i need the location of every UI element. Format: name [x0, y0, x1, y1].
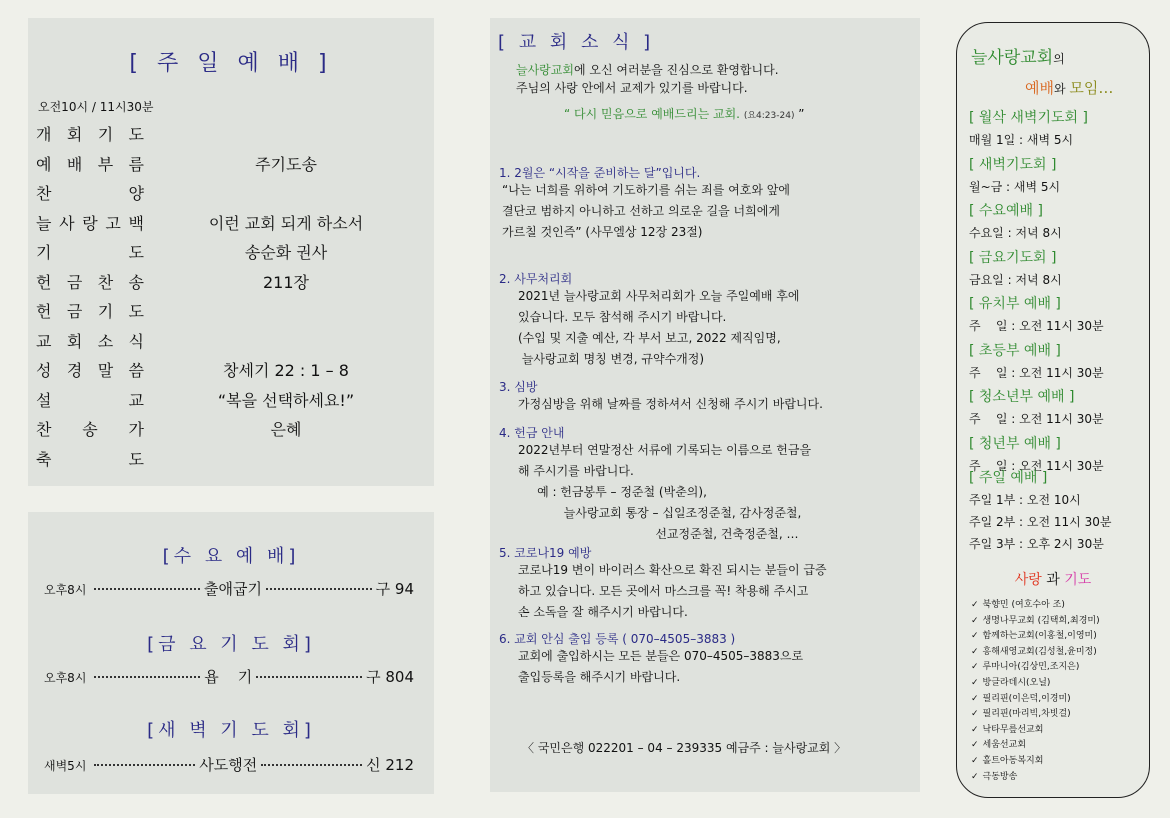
- prayer-list-text: 필리핀(이은덕,이경미): [982, 693, 1071, 704]
- worship-order-label-char: 백: [128, 213, 144, 233]
- worship-order-label: [36, 152, 144, 175]
- friday-prayer-title: [금 요 기 도 회]: [147, 634, 315, 655]
- worship-order-label: [36, 211, 144, 234]
- meeting-name: [ 청소년부 예배 ]: [969, 389, 1075, 405]
- dawn-time: 새벽5시: [44, 759, 87, 773]
- worship-order-label-char: 찬: [97, 272, 114, 292]
- meetings-church-name: [971, 43, 1065, 68]
- worship-order-label-char: 부: [97, 154, 114, 174]
- church-name-suffix: 의: [1053, 52, 1065, 66]
- weekday-services-panel: [28, 512, 434, 794]
- worship-order-label: [36, 447, 144, 470]
- worship-order-label-char: 예: [36, 154, 52, 174]
- wednesday-scripture: 출애굽기: [204, 580, 263, 598]
- prayer-title-prayer: 기도: [1064, 572, 1092, 588]
- welcome-church-name: 늘사랑교회: [516, 63, 574, 77]
- news-item-heading: 2. 사무처리회: [499, 272, 573, 286]
- meeting-name: [ 금요기도회 ]: [969, 249, 1057, 266]
- news-item-line: 가르칠 것인즉” (사무엘상 12장 23절): [502, 225, 703, 239]
- prayer-list-text: 함께하는교회(이홍철,이영미): [982, 631, 1097, 642]
- wednesday-time: 오후8시: [44, 583, 87, 597]
- friday-prayer-line: [44, 666, 414, 687]
- subtitle-meetings: 모임…: [1069, 79, 1114, 97]
- prayer-title-love: 사랑: [1014, 572, 1042, 588]
- worship-order-label-char: 름: [128, 154, 144, 174]
- sunday-worship-title: [ 주 일 예 배 ]: [129, 51, 333, 76]
- meeting-time: 주 일 : 오전 11시 30분: [969, 365, 1104, 380]
- prayer-list-text: 흥해새영교회(김성철,윤미정): [982, 646, 1097, 657]
- subtitle-worship: 예배: [1025, 79, 1054, 97]
- news-item-line: 선교정준철, 건축정준철, …: [518, 527, 799, 541]
- worship-order-label-char: 축: [36, 449, 52, 469]
- news-item-line: 늘사랑교회 명칭 변경, 규약수개정): [518, 352, 705, 366]
- news-item-line: 2021년 늘사랑교회 사무처리회가 오늘 주일예배 후에: [518, 289, 800, 303]
- prayer-list-item: [971, 675, 1050, 688]
- check-icon: ✓: [971, 771, 979, 782]
- news-item-line: 교회에 출입하시는 모든 분들은 070–4505–3883으로: [518, 649, 804, 663]
- prayer-list-text: 루마니아(김상민,조지은): [982, 662, 1080, 673]
- worship-order-label-char: 도: [128, 302, 144, 321]
- wednesday-worship-line: [44, 578, 414, 599]
- wednesday-worship-title: [수 요 예 배]: [162, 546, 300, 567]
- worship-order-value: 211장: [263, 272, 309, 292]
- worship-order-value: 주기도송: [255, 154, 317, 174]
- worship-order-label-char: 랑: [82, 213, 98, 233]
- news-item-heading: 3. 심방: [499, 380, 538, 394]
- check-icon: ✓: [971, 678, 979, 688]
- prayer-list-text: 낙타무릎선교회: [982, 724, 1044, 735]
- dawn-hymn: 신 212: [366, 756, 414, 774]
- dot-leader: [256, 676, 362, 678]
- worship-order-label-char: 헌: [36, 302, 52, 321]
- prayer-list-item: [971, 597, 1065, 610]
- worship-order-label-char: 도: [128, 125, 144, 144]
- news-item-line: “나는 너희를 위하여 기도하기를 쉬는 죄를 여호와 앞에: [502, 183, 790, 197]
- worship-order-row: [36, 240, 426, 269]
- worship-order-label-char: 도: [128, 449, 144, 469]
- sunday-worship-panel: [28, 18, 434, 486]
- worship-order-label: [36, 122, 144, 145]
- worship-order-label-char: 경: [66, 361, 83, 380]
- meeting-time: 월~금 : 새벽 5시: [969, 179, 1061, 194]
- prayer-list-item: [971, 659, 1079, 672]
- wednesday-hymn: 구 94: [375, 580, 414, 598]
- news-item-line: (수입 및 지출 예산, 각 부서 보고, 2022 제직임명,: [518, 331, 781, 345]
- worship-order-label-char: 교: [36, 331, 52, 351]
- prayer-list-text: 방글라데시(오닐): [982, 678, 1051, 688]
- news-item-line: 2022년부터 연말정산 서류에 기록되는 이름으로 헌금을: [518, 443, 812, 457]
- meeting-time: 금요일 : 저녁 8시: [969, 272, 1062, 287]
- friday-time: 오후8시: [44, 671, 87, 685]
- prayer-list-item: [971, 644, 1097, 657]
- dot-leader: [94, 588, 200, 590]
- worship-order-value: “복을 선택하세요!”: [217, 390, 355, 410]
- worship-order-label: [36, 358, 144, 381]
- meetings-panel: [956, 22, 1150, 798]
- prayer-list-text: 필리핀(마리빅,차빗걸): [982, 709, 1071, 720]
- worship-order-value: 은혜: [270, 420, 302, 439]
- worship-order-row: [36, 358, 426, 387]
- news-item-line: 가정심방을 위해 날짜를 정하셔서 신청해 주시기 바랍니다.: [518, 397, 823, 411]
- welcome-line-2: 주님의 사랑 안에서 교제가 있기를 바랍니다.: [516, 81, 748, 95]
- meeting-time: 수요일 : 저녁 8시: [969, 226, 1062, 240]
- prayer-list-text: 생명나무교회 (김택희,최경미): [982, 615, 1100, 626]
- meeting-name: [ 초등부 예배 ]: [969, 342, 1061, 359]
- worship-order-row: [36, 122, 426, 151]
- worship-order-row: [36, 270, 426, 299]
- worship-order-label-char: 성: [36, 361, 52, 380]
- meeting-time: 매월 1일 : 새벽 5시: [969, 133, 1074, 147]
- news-item-line: 코로나19 변이 바이러스 확산으로 확진 되시는 분들이 급증: [518, 563, 827, 577]
- worship-order-label-char: 금: [66, 272, 83, 292]
- meeting-name: [ 새벽기도회 ]: [969, 156, 1057, 173]
- prayer-title: [957, 569, 1149, 589]
- worship-order-label-char: 도: [128, 243, 144, 262]
- meeting-name: [ 월삭 새벽기도회 ]: [969, 110, 1088, 126]
- worship-order-label-char: 늘: [36, 213, 52, 233]
- sunday-service-time: 주일 2부 : 오전 11시 30분: [969, 515, 1112, 529]
- prayer-list-item: [971, 628, 1097, 641]
- worship-order-label-char: 기: [97, 125, 114, 144]
- worship-order-label-char: 찬: [36, 420, 52, 439]
- check-icon: ✓: [971, 724, 979, 735]
- worship-order-value: 이런 교회 되게 하소서: [208, 213, 364, 233]
- worship-order-label: [36, 240, 144, 263]
- check-icon: ✓: [971, 662, 979, 673]
- news-item-line: 있습니다. 모두 참석해 주시기 바랍니다.: [518, 310, 727, 324]
- meeting-time: 주 일 : 오전 11시 30분: [969, 412, 1104, 426]
- worship-order-label-char: 소: [97, 331, 114, 351]
- prayer-list-text: 극동방송: [982, 771, 1018, 782]
- motto-reference: (요4:23-24): [743, 111, 795, 121]
- worship-order-label-char: 양: [128, 184, 144, 203]
- check-icon: ✓: [971, 615, 979, 626]
- sunday-service-time: 주일 1부 : 오전 10시: [969, 493, 1081, 507]
- worship-order-value: 창세기 22 : 1 – 8: [223, 361, 349, 380]
- news-item-line: 출입등록을 해주시기 바랍니다.: [518, 670, 681, 684]
- motto-close-quote: ”: [798, 107, 805, 121]
- meeting-name: [ 수요예배 ]: [969, 203, 1043, 219]
- welcome-text: 에 오신 여러분을 진심으로 환영합니다.: [573, 63, 779, 77]
- church-name: 늘사랑교회: [971, 48, 1054, 68]
- worship-order-row: [36, 211, 426, 240]
- worship-order-label-char: 배: [66, 154, 83, 174]
- worship-order-label: [36, 270, 144, 293]
- worship-order-row: [36, 329, 426, 358]
- check-icon: ✓: [971, 740, 979, 751]
- worship-order-label-char: 말: [97, 361, 114, 380]
- prayer-list-item: [971, 691, 1071, 704]
- worship-order-label-char: 찬: [36, 184, 52, 203]
- worship-order-value: 송순화 권사: [244, 243, 328, 262]
- news-item-line: 해 주시기를 바랍니다.: [518, 464, 634, 478]
- news-item-heading: 6. 교회 안심 출입 등록 ( 070–4505–3883 ): [499, 632, 736, 646]
- motto-text: “ 다시 믿음으로 예배드리는 교회.: [564, 107, 740, 121]
- worship-order-row: [36, 388, 426, 417]
- worship-order-label-char: 설: [36, 390, 52, 410]
- worship-order-row: [36, 181, 426, 210]
- worship-order-row: [36, 299, 426, 328]
- news-item-line: 결단코 범하지 아니하고 선하고 의로운 길을 너희에게: [502, 204, 780, 218]
- worship-order-label: [36, 417, 144, 440]
- news-item-line: 손 소독을 잘 해주시기 바랍니다.: [518, 605, 688, 619]
- church-news-panel: [490, 18, 920, 792]
- worship-order-label-char: 가: [128, 420, 144, 439]
- church-news-title: [ 교 회 소 식 ]: [498, 32, 655, 53]
- worship-order-label-char: 헌: [36, 272, 52, 292]
- prayer-list-text: 세움선교회: [982, 740, 1027, 751]
- meeting-name: [ 청년부 예배 ]: [969, 435, 1061, 452]
- worship-order-label-char: 송: [128, 272, 144, 292]
- worship-order-row: [36, 417, 426, 446]
- dot-leader: [261, 764, 362, 766]
- dawn-scripture: 사도행전: [199, 756, 258, 774]
- check-icon: ✓: [971, 646, 979, 657]
- check-icon: ✓: [971, 600, 979, 610]
- worship-order-label-char: 사: [59, 213, 75, 233]
- dot-leader: [94, 764, 195, 766]
- sunday-worship-time: 오전10시 / 11시30분: [38, 100, 154, 114]
- worship-order-label-char: 기: [97, 302, 114, 321]
- dot-leader: [94, 676, 200, 678]
- worship-order-label: [36, 299, 144, 322]
- prayer-list-item: [971, 613, 1100, 626]
- subtitle-and: 와: [1053, 82, 1070, 96]
- meeting-time: 주 일 : 오전 11시 30분: [969, 319, 1104, 333]
- news-item-heading: 1. 2월은 “시작을 준비하는 달”입니다.: [499, 166, 701, 180]
- news-item-line: 늘사랑교회 통장 – 십일조정준철, 감사정준철,: [518, 506, 802, 520]
- friday-scripture: 욥 기: [204, 668, 253, 686]
- prayer-list-item: [971, 706, 1071, 719]
- worship-order-row: [36, 447, 426, 476]
- worship-order-label-char: 식: [128, 331, 144, 351]
- dot-leader: [266, 588, 372, 590]
- news-item-heading: 5. 코로나19 예방: [499, 546, 592, 560]
- prayer-list-text: 홀트아동복지회: [982, 756, 1044, 766]
- prayer-list-item: [971, 753, 1043, 766]
- sunday-worship-heading: [ 주일 예배 ]: [969, 470, 1048, 486]
- church-motto: [564, 106, 805, 125]
- worship-order-label-char: 회: [66, 331, 83, 351]
- worship-order-label-char: 송: [82, 420, 98, 439]
- worship-order-label: [36, 181, 144, 204]
- worship-order-label-char: 고: [105, 213, 121, 233]
- dawn-prayer-line: [44, 754, 414, 775]
- worship-order-label-char: 회: [66, 125, 83, 144]
- dawn-prayer-title: [새 벽 기 도 회]: [147, 720, 315, 741]
- worship-order-label: [36, 329, 144, 352]
- news-item-heading: 4. 헌금 안내: [499, 426, 565, 440]
- news-item-line: 예 : 헌금봉투 – 정준철 (박춘의),: [518, 485, 707, 499]
- prayer-list-item: [971, 769, 1017, 782]
- bank-account: 〈 국민은행 022201 – 04 – 239335 예금주 : 늘사랑교회 〉: [522, 741, 847, 755]
- sunday-service-time: 주일 3부 : 오후 2시 30분: [969, 537, 1104, 551]
- prayer-list-text: 북향민 (여호수아 조): [982, 600, 1065, 610]
- worship-order-label-char: 씀: [128, 361, 144, 380]
- prayer-list-item: [971, 722, 1043, 735]
- welcome-line-1: [516, 62, 779, 79]
- meetings-subtitle: [1025, 77, 1113, 98]
- worship-order-label: [36, 388, 144, 411]
- worship-order-label-char: 교: [128, 390, 144, 410]
- worship-order-label-char: 개: [36, 125, 52, 144]
- check-icon: ✓: [971, 756, 979, 766]
- prayer-title-and: 과: [1041, 572, 1065, 588]
- prayer-list-item: [971, 737, 1026, 750]
- meeting-time: 주 일 : 오전 11시 30분: [969, 458, 1104, 473]
- worship-order-label-char: 기: [36, 243, 52, 262]
- worship-order-label-char: 금: [66, 302, 83, 321]
- check-icon: ✓: [971, 631, 979, 642]
- news-item-line: 하고 있습니다. 모든 곳에서 마스크를 꼭! 착용해 주시고: [518, 584, 809, 598]
- worship-order-row: [36, 152, 426, 181]
- check-icon: ✓: [971, 693, 979, 704]
- meeting-name: [ 유치부 예배 ]: [969, 296, 1061, 312]
- check-icon: ✓: [971, 709, 979, 720]
- friday-hymn: 구 804: [366, 668, 414, 686]
